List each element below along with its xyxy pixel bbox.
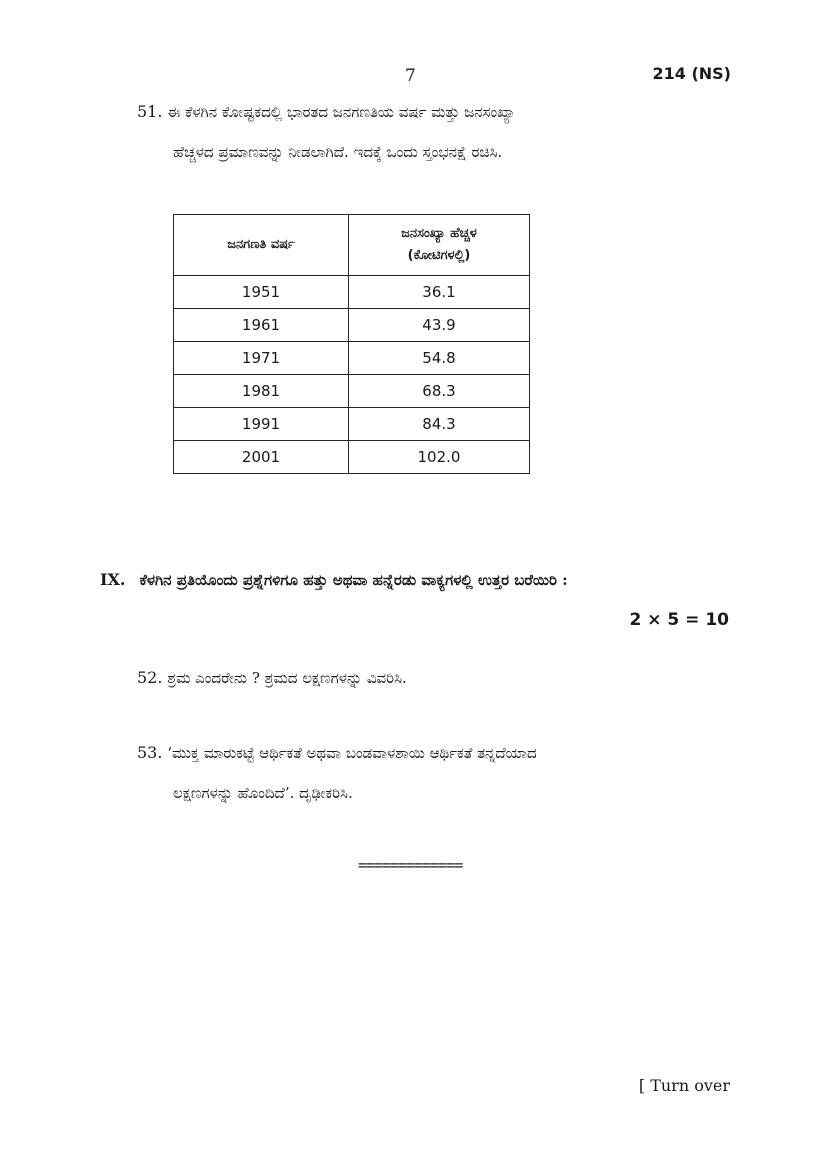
section-marks: 2 × 5 = 10	[629, 610, 729, 630]
section-label: IX.	[100, 570, 126, 589]
year-cell: 1961	[174, 309, 349, 342]
value-cell: 102.0	[349, 441, 530, 474]
value-cell: 54.8	[349, 342, 530, 375]
population-table	[173, 214, 530, 474]
table-row	[174, 441, 530, 474]
section-instruction: ಕೆಳಗಿನ ಪ್ರತಿಯೊಂದು ಪ್ರಶ್ನೆಗಳಿಗೂ ಹತ್ತು ಅಥವಾ ಹನ್ನೆರಡು ವಾಕ್ಯಗಳಲ್ಲಿ ಉತ್ತರ ಬರೆಯಿರಿ :	[139, 571, 568, 589]
question-53	[137, 733, 731, 813]
question-number: 51.	[137, 102, 163, 121]
question-52	[137, 668, 407, 687]
year-cell: 1991	[174, 408, 349, 441]
year-cell: 1971	[174, 342, 349, 375]
value-cell: 43.9	[349, 309, 530, 342]
end-separator: =============	[358, 856, 463, 874]
table-row	[174, 309, 530, 342]
year-cell: 1981	[174, 375, 349, 408]
value-cell: 84.3	[349, 408, 530, 441]
question-number: 53.	[137, 743, 163, 762]
question-text-line1: ಈ ಕೆಳಗಿನ ಕೋಷ್ಟಕದಲ್ಲಿ ಭಾರತದ ಜನಗಣತಿಯ ವರ್ಷ ಮತ್ತು ಜನಸಂಖ್ಯಾ	[167, 103, 516, 121]
question-text-line2: ಹೆಚ್ಚಳದ ಪ್ರಮಾಣವನ್ನು ನೀಡಲಾಗಿದೆ. ಇದಕ್ಕೆ ಒಂದು ಸ್ತಂಭನಕ್ಷೆ ರಚಿಸಿ.	[173, 143, 503, 161]
year-cell: 2001	[174, 441, 349, 474]
question-51	[137, 92, 731, 172]
table-row	[174, 276, 530, 309]
question-text-line1: ‘ಮುಕ್ತ ಮಾರುಕಟ್ಟೆ ಆರ್ಥಿಕತೆ ಅಥವಾ ಬಂಡವಾಳಶಾಯಿ ಆರ್ಥಿಕತೆ ತನ್ನದೆಯಾದ	[167, 744, 537, 762]
question-text-line2: ಲಕ್ಷಣಗಳನ್ನು ಹೊಂದಿದೆ’. ದೃಢೀಕರಿಸಿ.	[173, 784, 353, 802]
value-cell: 36.1	[349, 276, 530, 309]
table-header-row	[174, 215, 530, 276]
value-cell: 68.3	[349, 375, 530, 408]
table-row	[174, 342, 530, 375]
column-header-year: ಜನಗಣತಿ ವರ್ಷ	[174, 215, 349, 276]
question-number: 52.	[137, 668, 163, 687]
paper-code: 214 (NS)	[652, 64, 731, 83]
column-header-line2: (ಕೋಟಿಗಳಲ್ಲಿ)	[407, 248, 471, 263]
table-row	[174, 408, 530, 441]
section-heading	[100, 570, 730, 589]
column-header-population	[349, 215, 530, 276]
table-row	[174, 375, 530, 408]
page-number: 7	[405, 66, 416, 86]
column-header-line1: ಜನಸಂಖ್ಯಾ ಹೆಚ್ಚಳ	[401, 226, 477, 241]
question-text: ಶ್ರಮ ಎಂದರೇನು ? ಶ್ರಮದ ಲಕ್ಷಣಗಳನ್ನು ವಿವರಿಸಿ.	[167, 669, 407, 687]
year-cell: 1951	[174, 276, 349, 309]
turn-over-note: [ Turn over	[638, 1076, 730, 1095]
